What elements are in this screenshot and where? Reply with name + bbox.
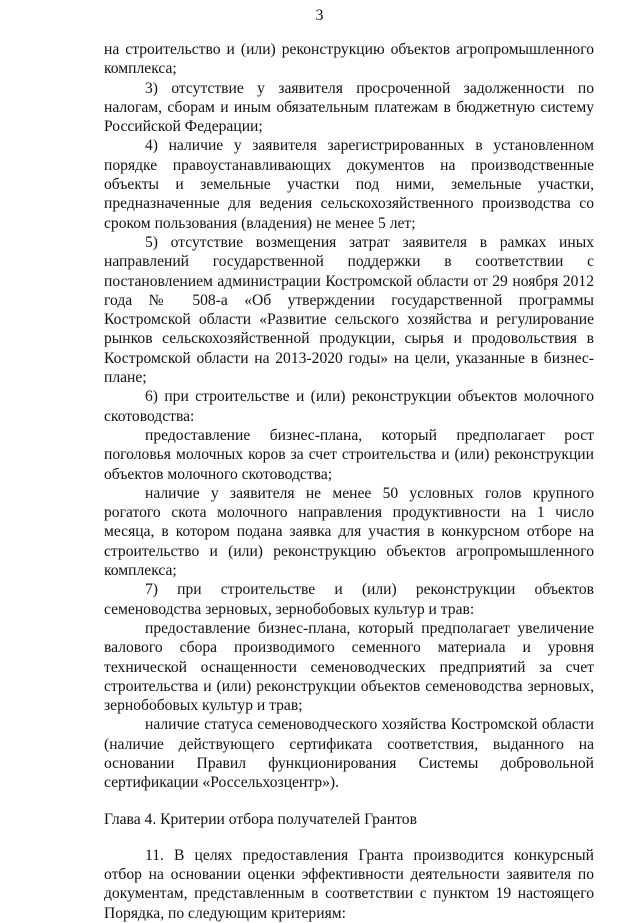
paragraph-item-6-a: предоставление бизнес-плана, который предполагает рост поголовья молочных коров за счет строительства и (или) реконструкции объектов молочного скотоводства;: [104, 426, 594, 483]
paragraph-item-5: 5) отсутствие возмещения затрат заявителя в рамках иных направлений государственной поддержки в соответствии с постановлением администрации Костромской области от 29 ноября 2012 года № 508-а «Об утверждении государственной программы Костромской области «Развитие сельского хозяйства и регулирование рынков сельскохозяйственной продукции, сырья и продовольствия в Костромской области на 2013-2020 годы» на цели, указанные в бизнес-плане;: [104, 233, 594, 387]
paragraph-item-7-b: наличие статуса семеноводческого хозяйства Костромской области (наличие действующего сертификата соответствия, выданного на основании Правил функционирования Системы добровольной сертификации «Россельхозцентр»).: [104, 716, 594, 792]
document-body: [104, 40, 594, 923]
page-number: 3: [315, 7, 324, 24]
paragraph-item-4: 4) наличие у заявителя зарегистрированных в установленном порядке правоустанавливающих документов на производственные объекты и земельные участки под ними, земельные участки, предназначенные для ведения сельскохозяйственного производства со сроком пользования (владения) не менее 5 лет;: [104, 137, 594, 232]
section-11-paragraph: 11. В целях предоставления Гранта производится конкурсный отбор на основании оценки эффективности деятельности заявителя по документам, представленным в соответствии с пунктом 19 настоящего Порядка, по следующим критериям:: [104, 846, 594, 922]
paragraph-item-3: 3) отсутствие у заявителя просроченной задолженности по налогам, сборам и иным обязательным платежам в бюджетную систему Российской Федерации;: [104, 79, 594, 136]
paragraph-continuation: на строительство и (или) реконструкцию объектов агропромышленного комплекса;: [104, 41, 594, 78]
paragraph-item-6: 6) при строительстве и (или) реконструкции объектов молочного скотоводства:: [104, 388, 594, 425]
paragraph-item-6-b: наличие у заявителя не менее 50 условных голов крупного рогатого скота молочного направления продуктивности на 1 число месяца, в котором подана заявка для участия в конкурсном отборе на строительство и (или) реконструкцию объектов агропромышленного комплекса;: [104, 484, 594, 580]
paragraph-item-7: 7) при строительстве и (или) реконструкции объектов семеноводства зерновых, зернобобовых культур и трав:: [104, 581, 594, 618]
chapter-heading: Глава 4. Критерии отбора получателей Грантов: [104, 810, 417, 828]
paragraph-item-7-a: предоставление бизнес-плана, который предполагает увеличение валового сбора производимого семенного материала и уровня технической оснащенности семеноводческих предприятий за счет строительства и (или) реконструкции объектов семеноводства зерновых, зернобобовых культур и трав;: [104, 619, 594, 715]
